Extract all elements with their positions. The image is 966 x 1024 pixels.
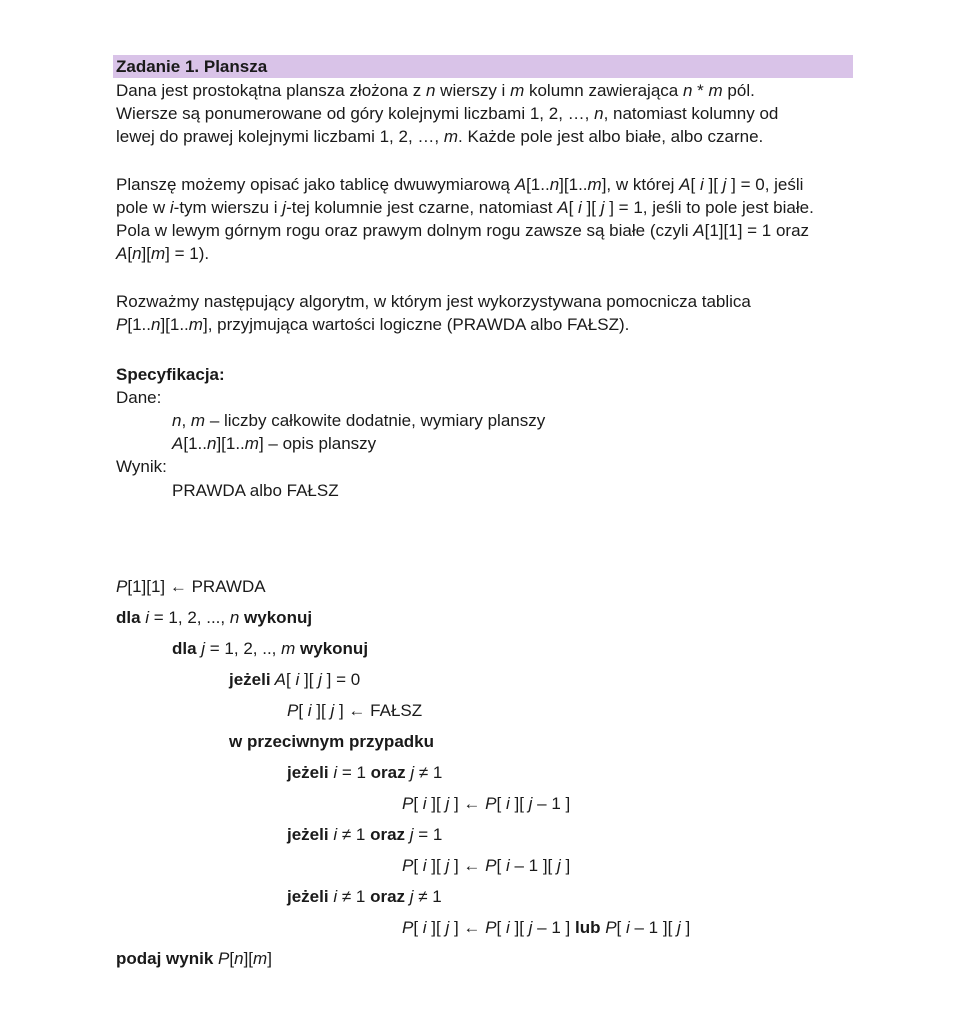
algo-line-8 [402,793,570,815]
text-fragment: i [328,825,338,844]
text-fragment: i [625,918,630,937]
text-fragment: P [402,856,414,875]
text-fragment: i [307,701,312,720]
text-fragment: , [181,411,191,430]
text-fragment: ][1.. [216,434,245,453]
text-fragment: i [699,175,704,194]
algo-line-7 [287,762,442,784]
text-fragment: [1][1] ← PRAWDA [127,577,266,596]
text-fragment: [ [616,918,626,937]
text-fragment: P [402,918,414,937]
text-fragment: n [234,949,244,968]
text-fragment: – 1 ] [532,794,571,813]
text-fragment: . Każde pole jest albo białe, albo czarne. [458,127,764,146]
text-fragment: lewej do prawej kolejnymi liczbami 1, 2, …, [116,127,444,146]
text-fragment: j [405,825,414,844]
text-fragment: P [213,949,230,968]
text-fragment: m [443,127,459,146]
text-fragment: [1][1] = 1 oraz [704,221,810,240]
text-fragment: ] = 1). [165,244,210,263]
algo-line-9 [287,824,442,846]
text-fragment: oraz [370,887,406,906]
task-title: Zadanie 1. Plansza [113,55,853,78]
text-fragment: A [693,221,705,240]
text-fragment: i [328,763,338,782]
text-fragment: A [270,670,287,689]
text-fragment: jeżeli [287,887,329,906]
text-fragment: [ [298,701,308,720]
text-fragment: n [172,411,182,430]
text-fragment: P [485,918,497,937]
algo-intro-line-2 [116,314,629,336]
text-fragment: i [422,856,427,875]
text-fragment: [ [413,856,423,875]
text-fragment: ][ [509,794,529,813]
text-fragment: ] ← [449,794,486,813]
algo-line-1 [116,576,266,598]
spec-wynik-label: Wynik: [116,457,167,476]
text-fragment: j [445,918,450,937]
text-fragment: n [206,434,217,453]
text-fragment: ≠ 1 [337,825,371,844]
text-fragment: j [557,856,561,875]
text-fragment: pole w [116,198,170,217]
text-fragment: = 1 [413,825,443,844]
text-fragment: n [132,244,142,263]
spec-dane-item-1 [172,410,545,432]
text-fragment: i [422,918,427,937]
text-fragment: n [150,315,161,334]
algo-line-6 [229,731,434,753]
text-fragment: Wiersze są ponumerowane od góry kolejnymi liczbami 1, 2, …, [116,104,595,123]
text-fragment: i [140,608,150,627]
text-fragment: j [445,794,450,813]
algo-line-5 [287,700,422,722]
text-fragment: ] ← FAŁSZ [334,701,423,720]
text-fragment: i [578,198,582,217]
text-fragment: ] = 0 [321,670,361,689]
text-fragment: j [196,639,206,658]
text-fragment: ][ [509,918,529,937]
text-fragment: j [405,887,414,906]
text-fragment: = 1 [337,763,371,782]
text-fragment: m [253,949,268,968]
text-fragment: ][ [311,701,331,720]
text-fragment: m [190,411,206,430]
spec-wynik-item: PRAWDA albo FAŁSZ [172,481,339,500]
text-fragment: i [505,918,510,937]
text-fragment: m [587,175,602,194]
text-fragment: A [116,244,128,263]
board-line-4 [116,243,209,265]
text-fragment: – 1 ][ [629,918,678,937]
text-fragment: – liczby całkowite dodatnie, wymiary planszy [205,411,546,430]
text-fragment: Planszę możemy opisać jako tablicę dwuwymiarową [116,175,515,194]
text-fragment: = 1, 2, .., [205,639,282,658]
algo-line-4 [229,669,360,691]
text-fragment: ] [680,918,691,937]
algo-line-13 [116,948,272,970]
text-fragment: m [510,81,525,100]
text-fragment: = 1, 2, ..., [149,608,230,627]
board-line-2 [116,197,814,219]
board-line-3 [116,220,809,242]
text-fragment: j [722,175,727,194]
text-fragment: i [505,794,510,813]
text-fragment: i [422,794,427,813]
text-fragment: A [514,175,527,194]
text-fragment: ][1.. [160,315,189,334]
text-fragment: – 1 ] [532,918,575,937]
text-fragment: i [328,887,338,906]
text-fragment: ][1.. [559,175,588,194]
text-fragment: n [549,175,560,194]
intro-line-2 [116,103,778,125]
text-fragment: [ [496,794,506,813]
text-fragment: wykonuj [239,608,313,627]
text-fragment: dla [116,608,141,627]
text-fragment: j [528,794,533,813]
algo-line-11 [287,886,442,908]
intro-line-1 [116,80,755,102]
algo-line-10 [402,855,570,877]
text-fragment: [1.. [127,315,151,334]
text-fragment: n [594,104,604,123]
text-fragment: P [402,794,414,813]
text-fragment: [ [286,670,296,689]
text-fragment: wykonuj [295,639,369,658]
text-fragment: j [405,763,415,782]
text-fragment: ][ [581,198,601,217]
text-fragment: P [485,856,497,875]
text-fragment: ] ← [449,918,486,937]
text-fragment: ] [560,856,571,875]
text-fragment: m [151,244,166,263]
text-fragment: j [677,918,681,937]
text-fragment: oraz [370,825,406,844]
text-fragment: [ [413,918,423,937]
text-fragment: i [295,670,300,689]
text-fragment: A [172,434,184,453]
text-fragment: , natomiast kolumny od [603,104,779,123]
spec-dane-item-2 [172,433,376,455]
text-fragment: Pola w lewym górnym rogu oraz prawym dolnym rogu zawsze są białe (czyli [116,221,694,240]
text-fragment: ] [267,949,272,968]
text-fragment: ] = 1, jeśli to pole jest białe. [604,198,814,217]
text-fragment: ][ [243,949,254,968]
text-fragment: j [445,856,450,875]
text-fragment: ], przyjmująca wartości logiczne (PRAWDA albo FAŁSZ). [202,315,630,334]
text-fragment: -tej kolumnie jest czarne, natomiast [286,198,558,217]
text-fragment: n [229,608,240,627]
text-fragment: ] ← [449,856,486,875]
text-fragment: [ [568,198,579,217]
text-fragment: n [425,81,436,100]
text-fragment: ][ [703,175,723,194]
text-fragment: i [169,198,174,217]
text-fragment: m [244,434,259,453]
algo-intro-line-1: Rozważmy następujący algorytm, w którym jest wykorzystywana pomocnicza tablica [116,292,751,311]
text-fragment: jeżeli [229,670,271,689]
text-fragment: [1.. [526,175,550,194]
text-fragment: [ [229,949,235,968]
text-fragment: ][ [426,794,446,813]
board-line-1 [116,174,803,196]
text-fragment: ] = 0, jeśli [726,175,804,194]
text-fragment: -tym wierszu i [173,198,283,217]
text-fragment: ][ [426,918,446,937]
text-fragment: wierszy i [435,81,511,100]
text-fragment: j [600,198,605,217]
text-fragment: ≠ 1 [413,887,442,906]
text-fragment: A [557,198,569,217]
text-fragment: lub [574,918,601,937]
text-fragment: [ [496,856,506,875]
text-fragment: Dana jest prostokątna plansza złożona z [116,81,426,100]
text-fragment: kolumn zawierająca [524,81,683,100]
text-fragment: A [679,175,691,194]
algo-line-2 [116,607,312,629]
text-fragment: [ [413,794,423,813]
text-fragment: – 1 ][ [509,856,557,875]
text-fragment: w przeciwnym przypadku [229,732,434,751]
text-fragment: jeżeli [287,763,329,782]
text-fragment: oraz [370,763,406,782]
text-fragment: m [708,81,723,100]
text-fragment: ], w której [601,175,680,194]
text-fragment: ≠ 1 [337,887,371,906]
text-fragment: P [485,794,497,813]
text-fragment: P [116,315,128,334]
text-fragment: P [287,701,299,720]
text-fragment: m [188,315,203,334]
intro-line-3 [116,126,763,148]
text-fragment: dla [172,639,197,658]
text-fragment: podaj wynik [116,949,214,968]
text-fragment: [ [496,918,506,937]
text-fragment: P [600,918,617,937]
text-fragment: j [330,701,335,720]
text-fragment: * [692,81,709,100]
text-fragment: [1.. [183,434,207,453]
text-fragment: ][ [141,244,151,263]
text-fragment: ][ [426,856,446,875]
text-fragment: [ [690,175,700,194]
text-fragment: n [682,81,693,100]
text-fragment: ] – opis planszy [258,434,377,453]
text-fragment: i [505,856,510,875]
text-fragment: ][ [299,670,319,689]
algo-line-12 [402,917,690,939]
text-fragment: [ [127,244,133,263]
spec-dane-label: Dane: [116,388,162,407]
text-fragment: j [528,918,533,937]
spec-heading: Specyfikacja: [116,365,225,384]
text-fragment: ≠ 1 [414,763,443,782]
text-fragment: j [282,198,287,217]
text-fragment: P [116,577,128,596]
text-fragment: jeżeli [287,825,329,844]
algo-line-3 [172,638,368,660]
text-fragment: m [281,639,296,658]
text-fragment: j [318,670,322,689]
text-fragment: pól. [722,81,755,100]
